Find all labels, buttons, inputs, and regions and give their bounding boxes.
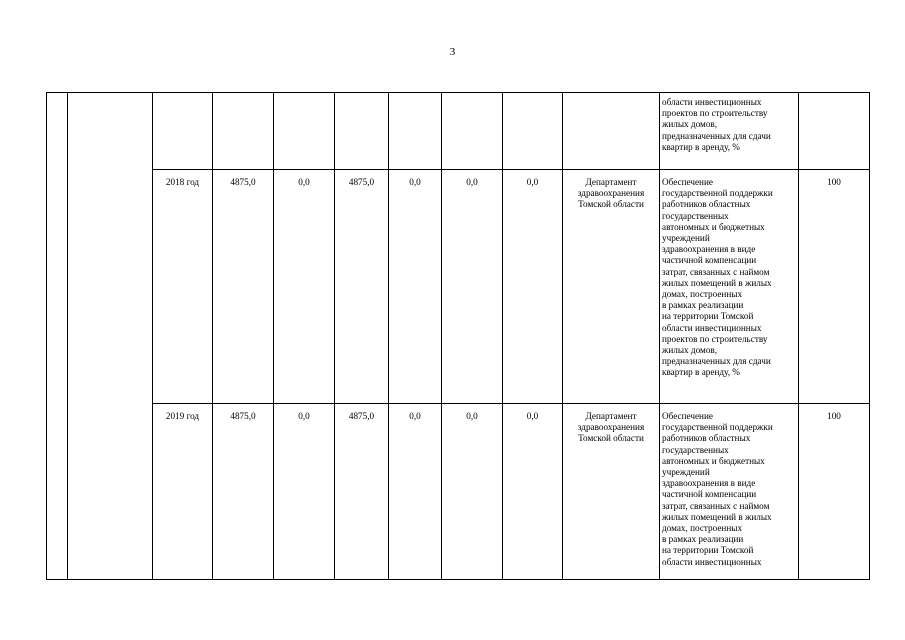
indicator-line: на территории Томской: [662, 311, 754, 322]
indicator-line: автономных и бюджетных: [662, 455, 765, 466]
indicator-line: здравоохранения в виде: [662, 244, 756, 255]
indicator-line: домах, построенных: [662, 289, 743, 300]
cell-year: [153, 93, 213, 170]
indicator-line: Обеспечение: [662, 411, 713, 421]
department-line: Томской области: [578, 199, 644, 210]
indicator-line: на территории Томской: [662, 545, 754, 556]
cell-regional: 4875,0: [335, 170, 389, 404]
indicator-line: государственной поддержки: [662, 422, 773, 433]
indicator-line: работников областных: [662, 199, 751, 210]
indicator-line: в рамках реализации: [662, 534, 744, 545]
indicator-line: затрат, связанных с наймом: [662, 266, 770, 277]
cell-target: [799, 93, 870, 170]
indicator-line: проектов по строительству: [662, 108, 768, 119]
table-row: [47, 93, 870, 170]
table-row: [47, 170, 870, 404]
indicator-line: предназначенных для сдачи: [662, 356, 771, 367]
program-table: [46, 92, 870, 580]
indicator-line: предназначенных для сдачи: [662, 130, 771, 141]
indicator-line: домах, построенных: [662, 523, 743, 534]
cell-total: 4875,0: [213, 170, 274, 404]
indicator-line: жилых домов,: [662, 119, 718, 130]
page-number: 3: [449, 46, 456, 58]
indicator-line: в рамках реализации: [662, 300, 744, 311]
cell-municipal: 0,0: [389, 404, 442, 580]
indicator-line: учреждений: [662, 233, 710, 244]
cell-target: 100: [799, 404, 870, 580]
cell-indicator: [660, 170, 799, 404]
cell-name-merged: [68, 93, 153, 580]
indicator-line: государственных: [662, 444, 729, 455]
cell-municipal: 0,0: [389, 170, 442, 404]
cell-other: 0,0: [503, 404, 563, 580]
indicator-line: затрат, связанных с наймом: [662, 500, 770, 511]
department-line: здравоохранения: [577, 422, 645, 433]
cell-extra: 0,0: [442, 404, 503, 580]
cell-other: [503, 93, 563, 170]
cell-target: 100: [799, 170, 870, 404]
indicator-line: автономных и бюджетных: [662, 221, 765, 232]
cell-total: [213, 93, 274, 170]
indicator-line: области инвестиционных: [662, 556, 762, 567]
indicator-line: частичной компенсации: [662, 255, 757, 266]
indicator-line: Обеспечение: [662, 177, 713, 187]
cell-department: [563, 93, 660, 170]
cell-year: 2019 год: [153, 404, 213, 580]
cell-year: 2018 год: [153, 170, 213, 404]
department-line: здравоохранения: [577, 188, 645, 199]
cell-federal: [274, 93, 335, 170]
indicator-line: области инвестиционных: [662, 322, 762, 333]
cell-total: 4875,0: [213, 404, 274, 580]
indicator-line: работников областных: [662, 433, 751, 444]
cell-extra: [442, 93, 503, 170]
cell-department: [563, 404, 660, 580]
cell-department: [563, 170, 660, 404]
indicator-line: жилых домов,: [662, 345, 718, 356]
indicator-line: квартир в аренду, %: [662, 367, 740, 378]
cell-number-merged: [47, 93, 68, 580]
indicator-line: проектов по строительству: [662, 333, 768, 344]
indicator-line: государственных: [662, 210, 729, 221]
cell-regional: 4875,0: [335, 404, 389, 580]
department-line: Департамент: [585, 177, 637, 187]
indicator-line: жилых помещений в жилых: [662, 511, 772, 522]
cell-indicator: [660, 93, 799, 170]
cell-other: 0,0: [503, 170, 563, 404]
department-line: Томской области: [578, 433, 644, 444]
cell-indicator: [660, 404, 799, 580]
cell-extra: 0,0: [442, 170, 503, 404]
table-row: [47, 404, 870, 580]
indicator-line: здравоохранения в виде: [662, 478, 756, 489]
indicator-line: учреждений: [662, 467, 710, 478]
department-line: Департамент: [585, 411, 637, 421]
cell-federal: 0,0: [274, 170, 335, 404]
indicator-line: квартир в аренду, %: [662, 141, 740, 152]
indicator-line: жилых помещений в жилых: [662, 277, 772, 288]
cell-regional: [335, 93, 389, 170]
cell-federal: 0,0: [274, 404, 335, 580]
indicator-line: частичной компенсации: [662, 489, 757, 500]
indicator-line: области инвестиционных: [662, 97, 762, 107]
cell-municipal: [389, 93, 442, 170]
indicator-line: государственной поддержки: [662, 188, 773, 199]
